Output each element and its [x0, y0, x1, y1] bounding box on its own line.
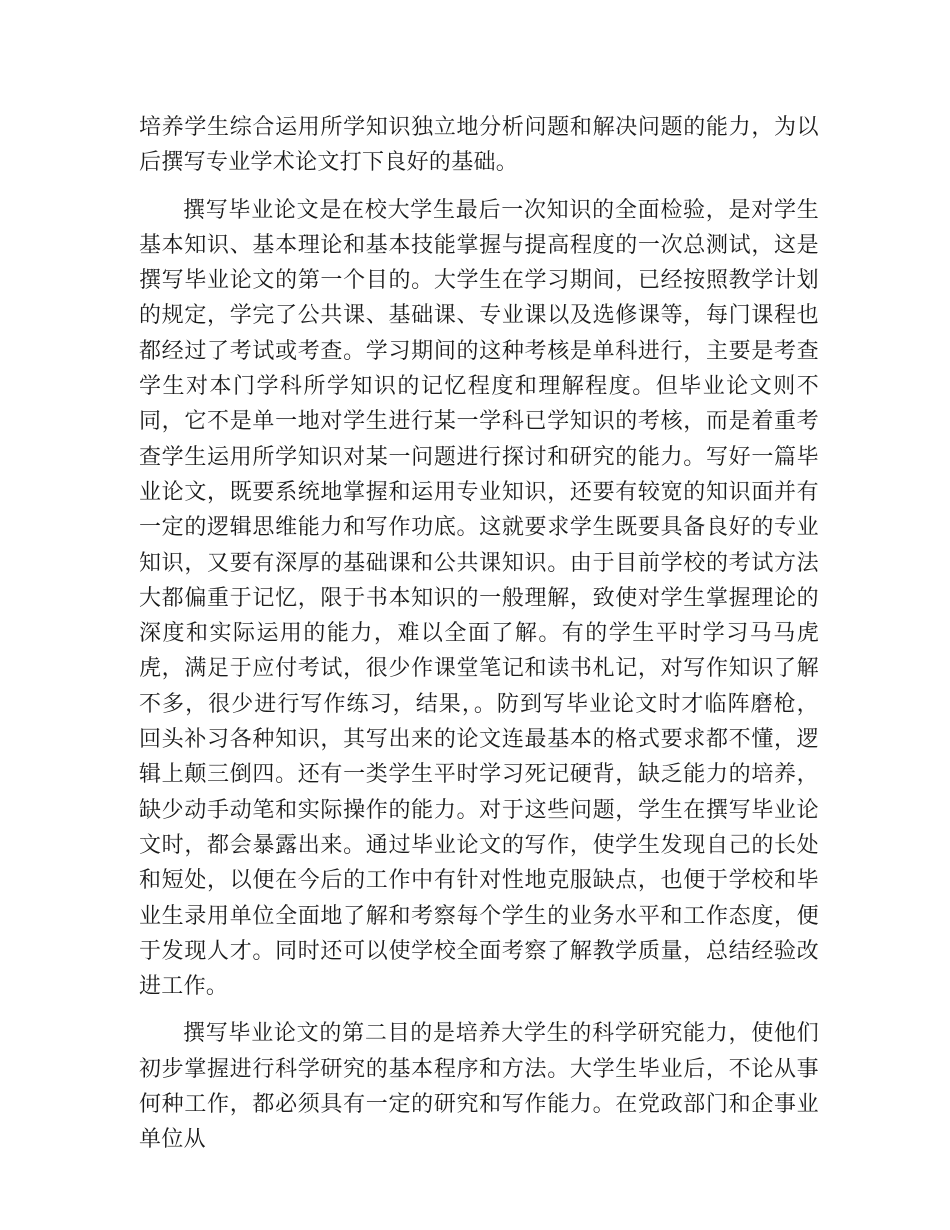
paragraph-1: 培养学生综合运用所学知识独立地分析问题和解决问题的能力，为以后撰写专业学术论文打下良好的基础。 [139, 115, 819, 176]
paragraph-3: 撰写毕业论文的第二目的是培养大学生的科学研究能力，使他们初步掌握进行科学研究的基本程序和方法。大学生毕业后，不论从事何种工作，都必须具有一定的研究和写作能力。在党政部门和企事业单位从 [139, 1021, 819, 1153]
paragraph-2: 撰写毕业论文是在校大学生最后一次知识的全面检验，是对学生基本知识、基本理论和基本技能掌握与提高程度的一次总测试，这是撰写毕业论文的第一个目的。大学生在学习期间，已经按照教学计划的规定，学完了公共课、基础课、专业课以及选修课等，每门课程也都经过了考试或考查。学习期间的这种考核是单科进行，主要是考查学生对本门学科所学知识的记忆程度和理解程度。但毕业论文则不同，它不是单一地对学生进行某一学科已学知识的考核，而是着重考查学生运用所学知识对某一问题进行探讨和研究的能力。写好一篇毕业论文，既要系统地掌握和运用专业知识，还要有较宽的知识面并有一定的逻辑思维能力和写作功底。这就要求学生既要具备良好的专业知识，又要有深厚的基础课和公共课知识。由于目前学校的考试方法大都偏重于记忆，限于书本知识的一般理解，致使对学生掌握理论的深度和实际运用的能力，难以全面了解。有的学生平时学习马马虎虎，满足于应付考试，很少作课堂笔记和读书札记，对写作知识了解不多，很少进行写作练习，结果，。防到写毕业论文时才临阵磨枪，回头补习各种知识，其写出来的论文连最基本的格式要求都不懂，逻辑上颠三倒四。还有一类学生平时学习死记硬背，缺乏能力的培养，缺少动手动笔和实际操作的能力。对于这些问题，学生在撰写毕业论文时，都会暴露出来。通过毕业论文的写作，使学生发现自己的长处和短处，以便在今后的工作中有针对性地克服缺点，也便于学校和毕业生录用单位全面地了解和考察每个学生的业务水平和工作态度，便于发现人才。同时还可以使学校全面考察了解教学质量，总结经验改进工作。 [139, 197, 819, 1000]
document-body [139, 110, 819, 1170]
